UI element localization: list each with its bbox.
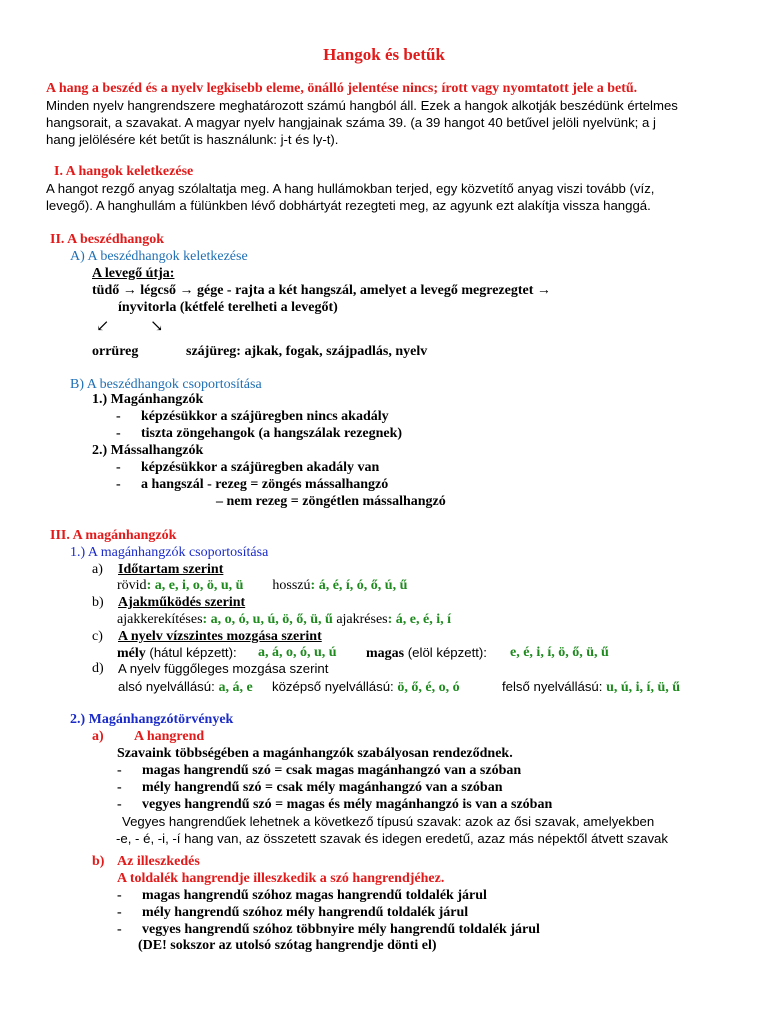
high-values: u, ú, i, í, ü, ű	[606, 680, 681, 695]
consonants-item-1: képzésükkor a szájüregben akadály van	[141, 460, 380, 475]
section-2-heading: II. A beszédhangok	[50, 232, 164, 247]
dash: -	[117, 797, 122, 812]
dash: -	[116, 477, 121, 492]
dash: -	[117, 780, 122, 795]
arrow-right-icon: ↘	[150, 318, 164, 335]
spread-label: ajakréses	[336, 612, 388, 627]
short-label: rövid	[117, 578, 147, 593]
vowel-harmony-line: Szavaink többségében a magánhangzók szabályosan rendeződnek.	[117, 746, 513, 761]
nasal-cavity: orrüreg	[92, 344, 139, 359]
dash: -	[117, 763, 122, 778]
intro-line-1: Minden nyelv hangrendszere meghatározott számú hangból áll. Ezek a hangok alkotják beszédünk értelmes	[46, 98, 678, 113]
air-path-title: A levegő útja:	[92, 266, 175, 281]
consonants-item-2b: – nem rezeg = zöngétlen mássalhangzó	[216, 494, 446, 509]
vertical-row-low	[118, 678, 253, 696]
assimilation-line: A toldalék hangrendje illeszkedik a szó hangrendjéhez.	[117, 871, 445, 886]
dash: -	[116, 426, 121, 441]
lip-title: Ajakműködés szerint	[118, 595, 246, 610]
rounded-values: : a, o, ó, u, ú, ö, ő, ü, ű	[202, 612, 333, 627]
mixed-words-note-1: Vegyes hangrendűek lehetnek a következő típusú szavak: azok az ősi szavak, amelyekben	[122, 814, 655, 829]
dash: -	[116, 460, 121, 475]
back-note: (hátul képzett):	[145, 645, 237, 660]
oral-cavity: szájüreg: ajkak, fogak, szájpadlás, nyelv	[186, 344, 428, 359]
assimilation-title: Az illeszkedés	[117, 854, 200, 869]
intro-line-2: hangsorait, a szavakat. A magyar nyelv hangjainak száma 39. (a 39 hangot 40 betűvel jelöli nyelvünk; a j	[46, 115, 656, 130]
section-1-line-2: levegő). A hanghullám a fülünkben lévő dobhártyát rezegteti meg, az agyunk ezt alakítja vissza hanggá.	[46, 198, 651, 213]
vowel-harmony-item-1: magas hangrendű szó = csak magas magánhangzó van a szóban	[142, 763, 522, 778]
low-values: a, á, e	[218, 680, 253, 695]
arrow-left-icon: ↙	[96, 318, 110, 335]
assimilation-item-3: vegyes hangrendű szóhoz többnyire mély hangrendű toldalék járul	[142, 922, 540, 937]
vertical-row-high	[502, 678, 680, 696]
section-1-heading: I. A hangok keletkezése	[54, 164, 194, 179]
low-label: alsó nyelvállású:	[118, 679, 219, 694]
mixed-words-note-2: -e, - é, -i, -í hang van, az összetett szavak és idegen eredetű, azaz más népektől átvett szavak	[116, 831, 668, 846]
back-label: mély	[117, 646, 146, 661]
vowels-title: 1.) Magánhangzók	[92, 392, 204, 407]
intro-definition: A hang a beszéd és a nyelv legkisebb eleme, önálló jelentése nincs; írott vagy nyomtatott jele a betű.	[46, 81, 638, 96]
section-2a-heading: A) A beszédhangok keletkezése	[70, 249, 248, 264]
section-2b-heading: B) A beszédhangok csoportosítása	[70, 377, 262, 392]
section-3-heading: III. A magánhangzók	[50, 528, 177, 543]
list-label-d: d)	[92, 661, 104, 676]
back-values: a, á, o, ó, u, ú	[258, 645, 337, 660]
lip-row	[117, 611, 451, 628]
vowels-item-2: tiszta zöngehangok (a hangszálak rezegnek)	[141, 426, 403, 441]
duration-title: Időtartam szerint	[118, 562, 224, 577]
vowel-harmony-item-2: mély hangrendű szó = csak mély magánhangzó van a szóban	[142, 780, 503, 795]
high-label: felső nyelvállású:	[502, 679, 607, 694]
rounded-label: ajakkerekítéses	[117, 612, 203, 627]
list-label-c: c)	[92, 629, 103, 644]
assimilation-item-1: magas hangrendű szóhoz magas hangrendű toldalék járul	[142, 888, 487, 903]
consonants-title: 2.) Mássalhangzók	[92, 443, 204, 458]
front-note: (elöl képzett):	[404, 645, 487, 660]
short-values: : a, e, i, o, ö, u, ü	[146, 578, 244, 593]
front-values: e, é, i, í, ö, ő, ü, ű	[510, 645, 609, 660]
dash: -	[117, 922, 122, 937]
section-1-line-1: A hangot rezgő anyag szólaltatja meg. A hang hullámokban terjed, egy közvetítő anyag viszi tovább (víz,	[46, 181, 655, 196]
list-label-a: a)	[92, 562, 103, 577]
front-label: magas	[366, 646, 405, 661]
list-label-a: a)	[92, 729, 104, 744]
dash: -	[117, 888, 122, 903]
vertical-row-mid	[272, 678, 460, 696]
front-row	[366, 644, 487, 662]
vowel-harmony-title: A hangrend	[134, 729, 205, 744]
horizontal-title: A nyelv vízszintes mozgása szerint	[118, 629, 322, 644]
assimilation-item-2: mély hangrendű szóhoz mély hangrendű toldalék járul	[142, 905, 469, 920]
air-path-line-1: tüdő → légcső → gége - rajta a két hangszál, amelyet a levegő megrezegtet →	[92, 283, 551, 298]
section-3-1-heading: 1.) A magánhangzók csoportosítása	[70, 545, 269, 560]
assimilation-note: (DE! sokszor az utolsó szótag hangrendje dönti el)	[138, 938, 437, 953]
duration-row	[117, 577, 407, 594]
spread-values: : á, e, é, i, í	[387, 612, 452, 627]
vowel-laws-heading: 2.) Magánhangzótörvények	[70, 712, 234, 727]
mid-values: ö, ő, é, o, ó	[397, 680, 460, 695]
vowel-harmony-item-3: vegyes hangrendű szó = magas és mély magánhangzó is van a szóban	[142, 797, 553, 812]
vertical-title: A nyelv függőleges mozgása szerint	[118, 661, 329, 676]
page-title: Hangok és betűk	[323, 45, 445, 64]
dash: -	[116, 409, 121, 424]
intro-line-3: hang jelölésére két betűt is használunk: j-t és ly-t).	[46, 132, 339, 147]
mid-label: középső nyelvállású:	[272, 679, 398, 694]
consonants-item-2a: a hangszál - rezeg = zöngés mássalhangzó	[141, 477, 389, 492]
long-values: : á, é, í, ó, ő, ú, ű	[310, 578, 408, 593]
air-path-line-2: ínyvitorla (kétfelé terelheti a levegőt)	[118, 300, 338, 315]
list-label-b: b)	[92, 595, 104, 610]
list-label-b: b)	[92, 854, 105, 869]
dash: -	[117, 905, 122, 920]
long-label: hosszú	[272, 578, 311, 593]
vowels-item-1: képzésükkor a szájüregben nincs akadály	[141, 409, 389, 424]
